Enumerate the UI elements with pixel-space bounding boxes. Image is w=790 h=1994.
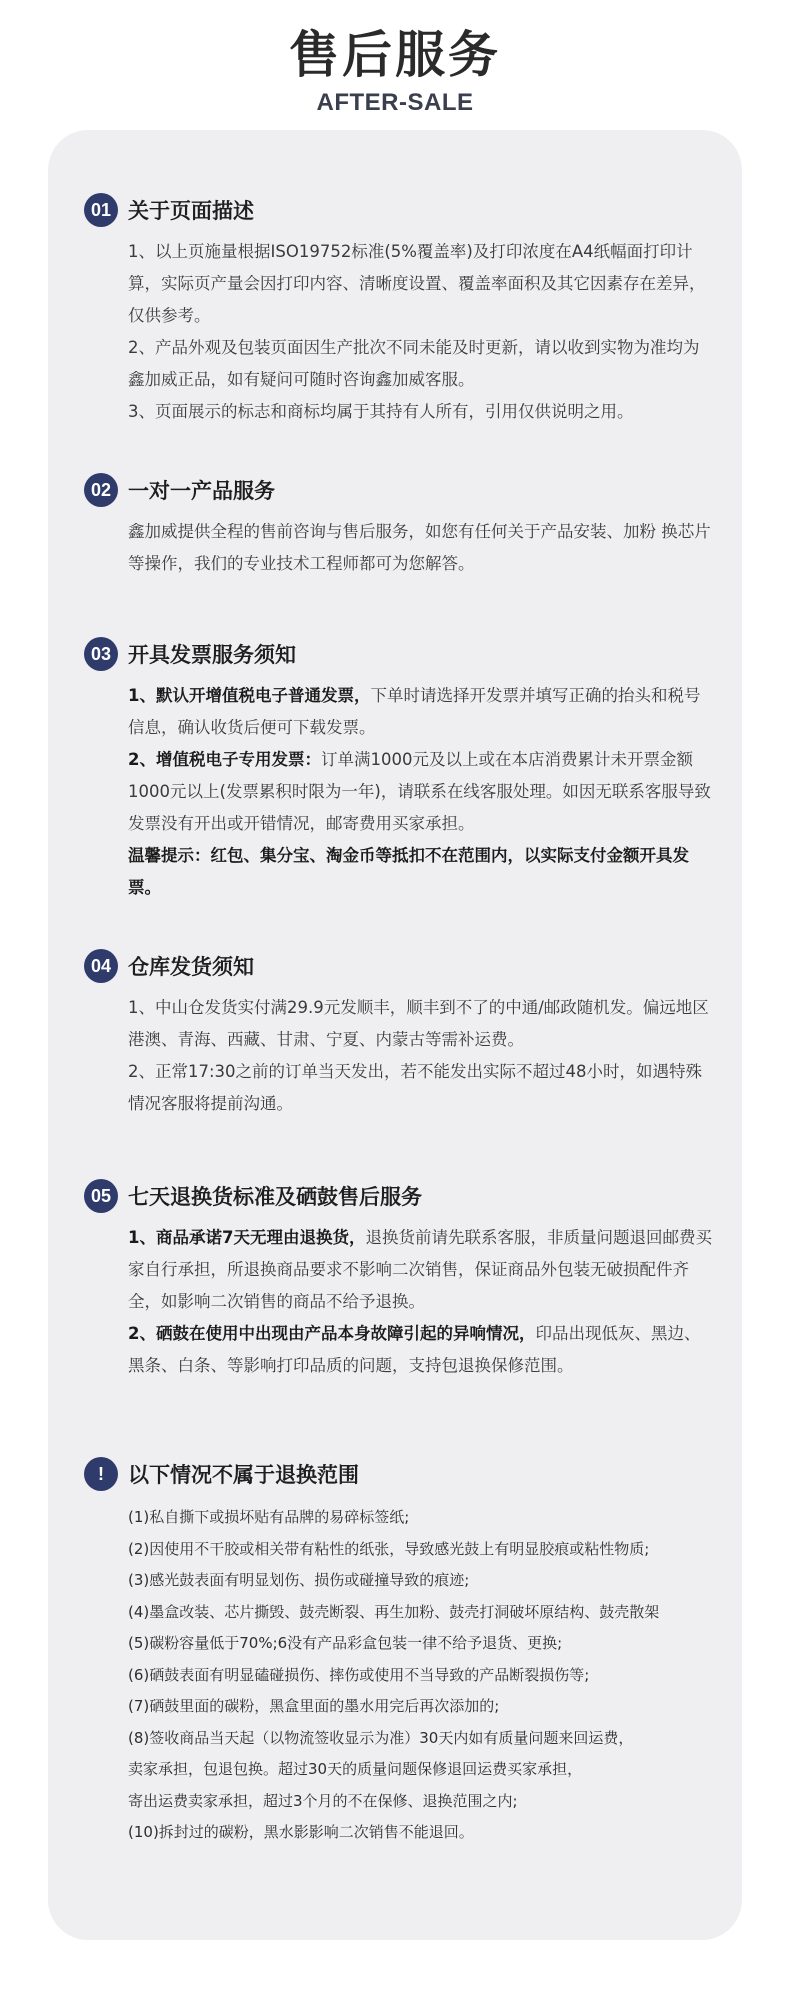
section-shipping-notice [84,948,714,1120]
paragraph-text: 印品出现低灰、黑边、黑条、白条、等影响打印品质的问题，支持包退换保修范围。 [128,1324,701,1375]
paragraph: 2、产品外观及包装页面因生产批次不同未能及时更新，请以收到实物为准均为鑫加威正品，如有疑问可随时咨询鑫加威客服。 [128,338,700,389]
page-title: 售后服务 [289,26,501,84]
section-title: 以下情况不属于退换范围 [128,1463,359,1487]
section-body [84,680,714,904]
section-title: 七天退换货标准及硒鼓售后服务 [128,1185,422,1209]
list-item: (1)私自撕下或损坏贴有品牌的易碎标签纸; [128,1508,410,1526]
section-exclusions [84,1456,714,1849]
paragraph [128,680,714,744]
section-invoice-notice [84,636,714,904]
exclamation-icon: ! [84,1457,118,1491]
section-body [84,236,714,428]
paragraph-text: 订单满1000元及以上或在本店消费累计未开票金额1000元以上(发票累积时限为一年)，请联系在线客服处理。如因无联系客服导致发票没有开出或开错情况，邮寄费用买家承担。 [128,750,711,833]
section-body [84,516,714,580]
list-item: (8)签收商品当天起（以物流签收显示为准）30天内如有质量问题来回运费， [128,1728,634,1747]
warm-tip: 温馨提示：红包、集分宝、淘金币等抵扣不在范围内，以实际支付金额开具发票。 [128,846,689,897]
section-one-on-one-service [84,472,714,580]
paragraph [128,840,714,904]
section-number-badge: 03 [84,637,118,671]
section-header [84,192,714,228]
section-number-badge: 04 [84,949,118,983]
paragraph: 2、正常17:30之前的订单当天发出，若不能发出实际不超过48小时，如遇特殊情况客服将提前沟通。 [128,1062,703,1113]
page-subtitle: AFTER-SALE [316,89,474,116]
list-item: (2)因使用不干胶或相关带有粘性的纸张，导致感光鼓上有明显胶痕或粘性物质; [128,1539,650,1558]
list-item: 卖家承担，包退包换。超过30天的质量问题保修退回运费买家承担， [128,1760,583,1778]
section-number-badge: 01 [84,193,118,227]
list-item: (3)感光鼓表面有明显划伤、损伤或碰撞导致的痕迹; [128,1571,470,1589]
list-item: (7)硒鼓里面的碳粉，黑盒里面的墨水用完后再次添加的; [128,1697,500,1715]
list-item: (4)墨盒改装、芯片撕毁、鼓壳断裂、再生加粉、鼓壳打洞破坏原结构、鼓壳散架 [128,1602,660,1621]
content-card [48,130,742,1940]
paragraph: 1、以上页施量根据ISO19752标准(5%覆盖率)及打印浓度在A4纸幅面打印计算，实际页产量会因打印内容、清晰度设置、覆盖率面积及其它因素存在差异，仅供参考。 [128,242,706,325]
section-body [84,1222,714,1382]
paragraph-text: 下单时请选择开发票并填写正确的抬头和税号信息，确认收货后便可下载发票。 [128,686,701,737]
section-header [84,948,714,984]
paragraph-lead: 2、硒鼓在使用中出现由产品本身故障引起的异响情况， [128,1324,536,1343]
paragraph-text: 退换货前请先联系客服，非质量问题退回邮费买家自行承担，所退换商品要求不影响二次销售，保证商品外包装无破损配件齐全，如影响二次销售的商品不给予退换。 [128,1228,712,1311]
section-header [84,472,714,508]
section-title: 开具发票服务须知 [128,643,296,667]
paragraph: 3、页面展示的标志和商标均属于其持有人所有，引用仅供说明之用。 [128,402,634,421]
paragraph-lead: 2、增值税电子专用发票： [128,750,321,769]
list-item: (10)拆封过的碳粉，黑水影影响二次销售不能退回。 [128,1823,474,1841]
section-header [84,1456,714,1492]
paragraph-lead: 1、默认开增值税电子普通发票， [128,686,371,705]
section-header [84,1178,714,1214]
paragraph: 鑫加威提供全程的售前咨询与售后服务，如您有任何关于产品安装、加粉 换芯片等操作，我们的专业技术工程师都可为您解答。 [128,522,711,573]
section-number-badge: 05 [84,1179,118,1213]
list-item: (5)碳粉容量低于70%;6没有产品彩盒包装一律不给予退货、更换; [128,1634,563,1652]
paragraph [128,1222,714,1318]
page-header [0,22,790,118]
paragraph [128,1318,714,1382]
section-header [84,636,714,672]
paragraph [128,744,714,840]
section-number-badge: 02 [84,473,118,507]
exclusion-list [84,1502,714,1849]
paragraph: 1、中山仓发货实付满29.9元发顺丰，顺丰到不了的中通/邮政随机发。偏远地区港澳、青海、西藏、甘肃、宁夏、内蒙古等需补运费。 [128,998,709,1049]
list-item: (6)硒鼓表面有明显磕碰损伤、摔伤或使用不当导致的产品断裂损伤等; [128,1665,590,1684]
section-title: 仓库发货须知 [128,955,254,979]
section-return-policy [84,1178,714,1382]
section-title: 一对一产品服务 [128,479,275,503]
section-title: 关于页面描述 [128,199,254,223]
section-body [84,992,714,1120]
section-page-description [84,192,714,428]
paragraph-lead: 1、商品承诺7天无理由退换货， [128,1228,366,1247]
list-item: 寄出运费卖家承担，超过3个月的不在保修、退换范围之内; [128,1791,518,1810]
